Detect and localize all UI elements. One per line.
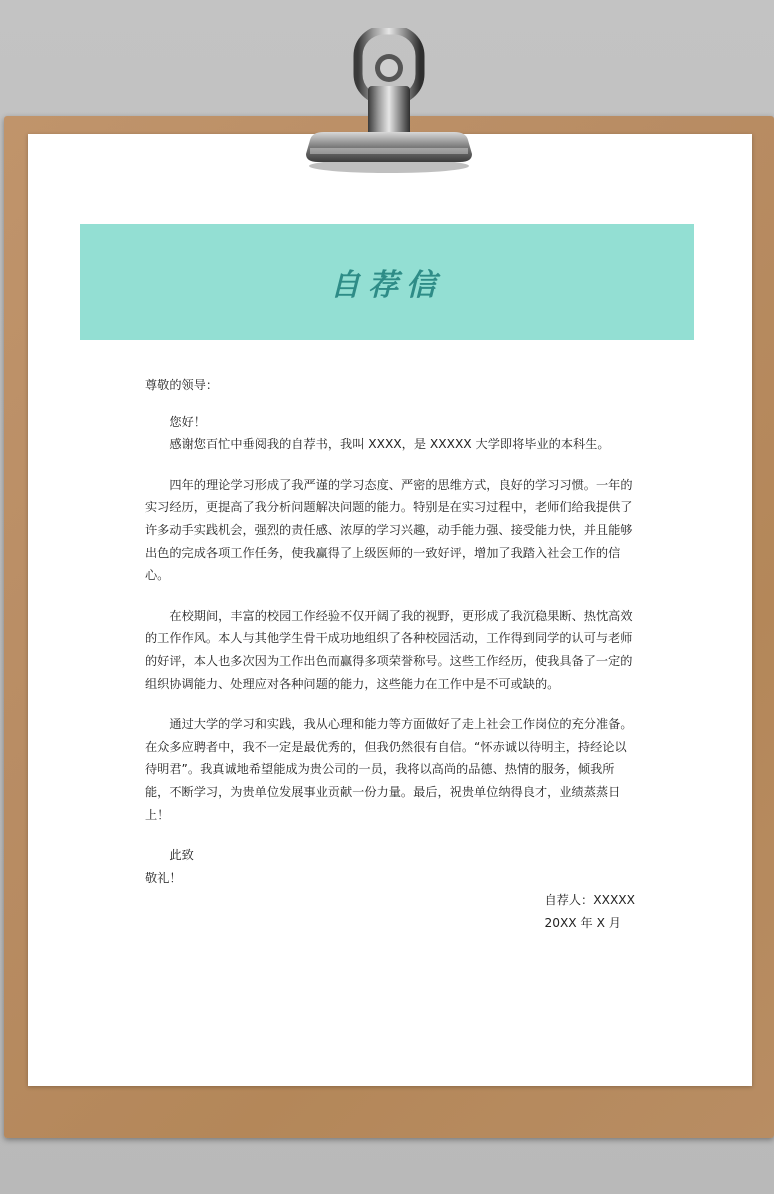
salutation: 尊敬的领导： (145, 378, 219, 392)
intro-paragraph: 感谢您百忙中垂阅我的自荐书，我叫 XXXX，是 XXXXX 大学即将毕业的本科生。 (169, 437, 610, 452)
paragraph-campus: 在校期间，丰富的校园工作经验不仅开阔了我的视野，更形成了我沉稳果断、热忱高效的工作作风。本人与其他学生骨干成功地组织了各种校园活动，工作得到同学的认可与老师的好评，本人也多次因为工作出色而赢得多项荣誉称号。这些工作经历，使我具备了一定的组织协调能力、处理应对各种问题的能力，这些能力在工作中是不可或缺的。 (145, 608, 633, 691)
letter-body (145, 374, 635, 934)
regards: 敬礼！ (145, 870, 182, 885)
page-title: 自荐信 (330, 268, 444, 303)
paragraph-readiness: 通过大学的学习和实践，我从心理和能力等方面做好了走上社会工作岗位的充分准备。在众多应聘者中，我不一定是最优秀的，但我仍然很有自信。“怀赤诚以待明主，持经论以待明君”。我真诚地希望能成为贵公司的一员，我将以高尚的品德、热情的服务，倾我所能，不断学习，为贵单位发展事业贡献一份力量。最后，祝贵单位纳得良才，业绩蒸蒸日上！ (145, 717, 633, 822)
letter-date: 20XX 年 X 月 (544, 915, 621, 930)
greeting: 您好！ (169, 414, 206, 429)
closing: 此致 (169, 848, 194, 863)
signature: 自荐人：XXXXX (544, 893, 635, 908)
binder-clip-icon (300, 28, 478, 176)
paragraph-study: 四年的理论学习形成了我严谨的学习态度、严密的思维方式，良好的学习习惯。一年的实习经历，更提高了我分析问题解决问题的能力。特别是在实习过程中，老师们给我提供了许多动手实践机会，强烈的责任感、浓厚的学习兴趣，动手能力强、接受能力快，并且能够出色的完成各项工作任务，使我赢得了上级医师的一致好评，增加了我踏入社会工作的信心。 (145, 477, 633, 583)
title-banner (80, 224, 694, 340)
